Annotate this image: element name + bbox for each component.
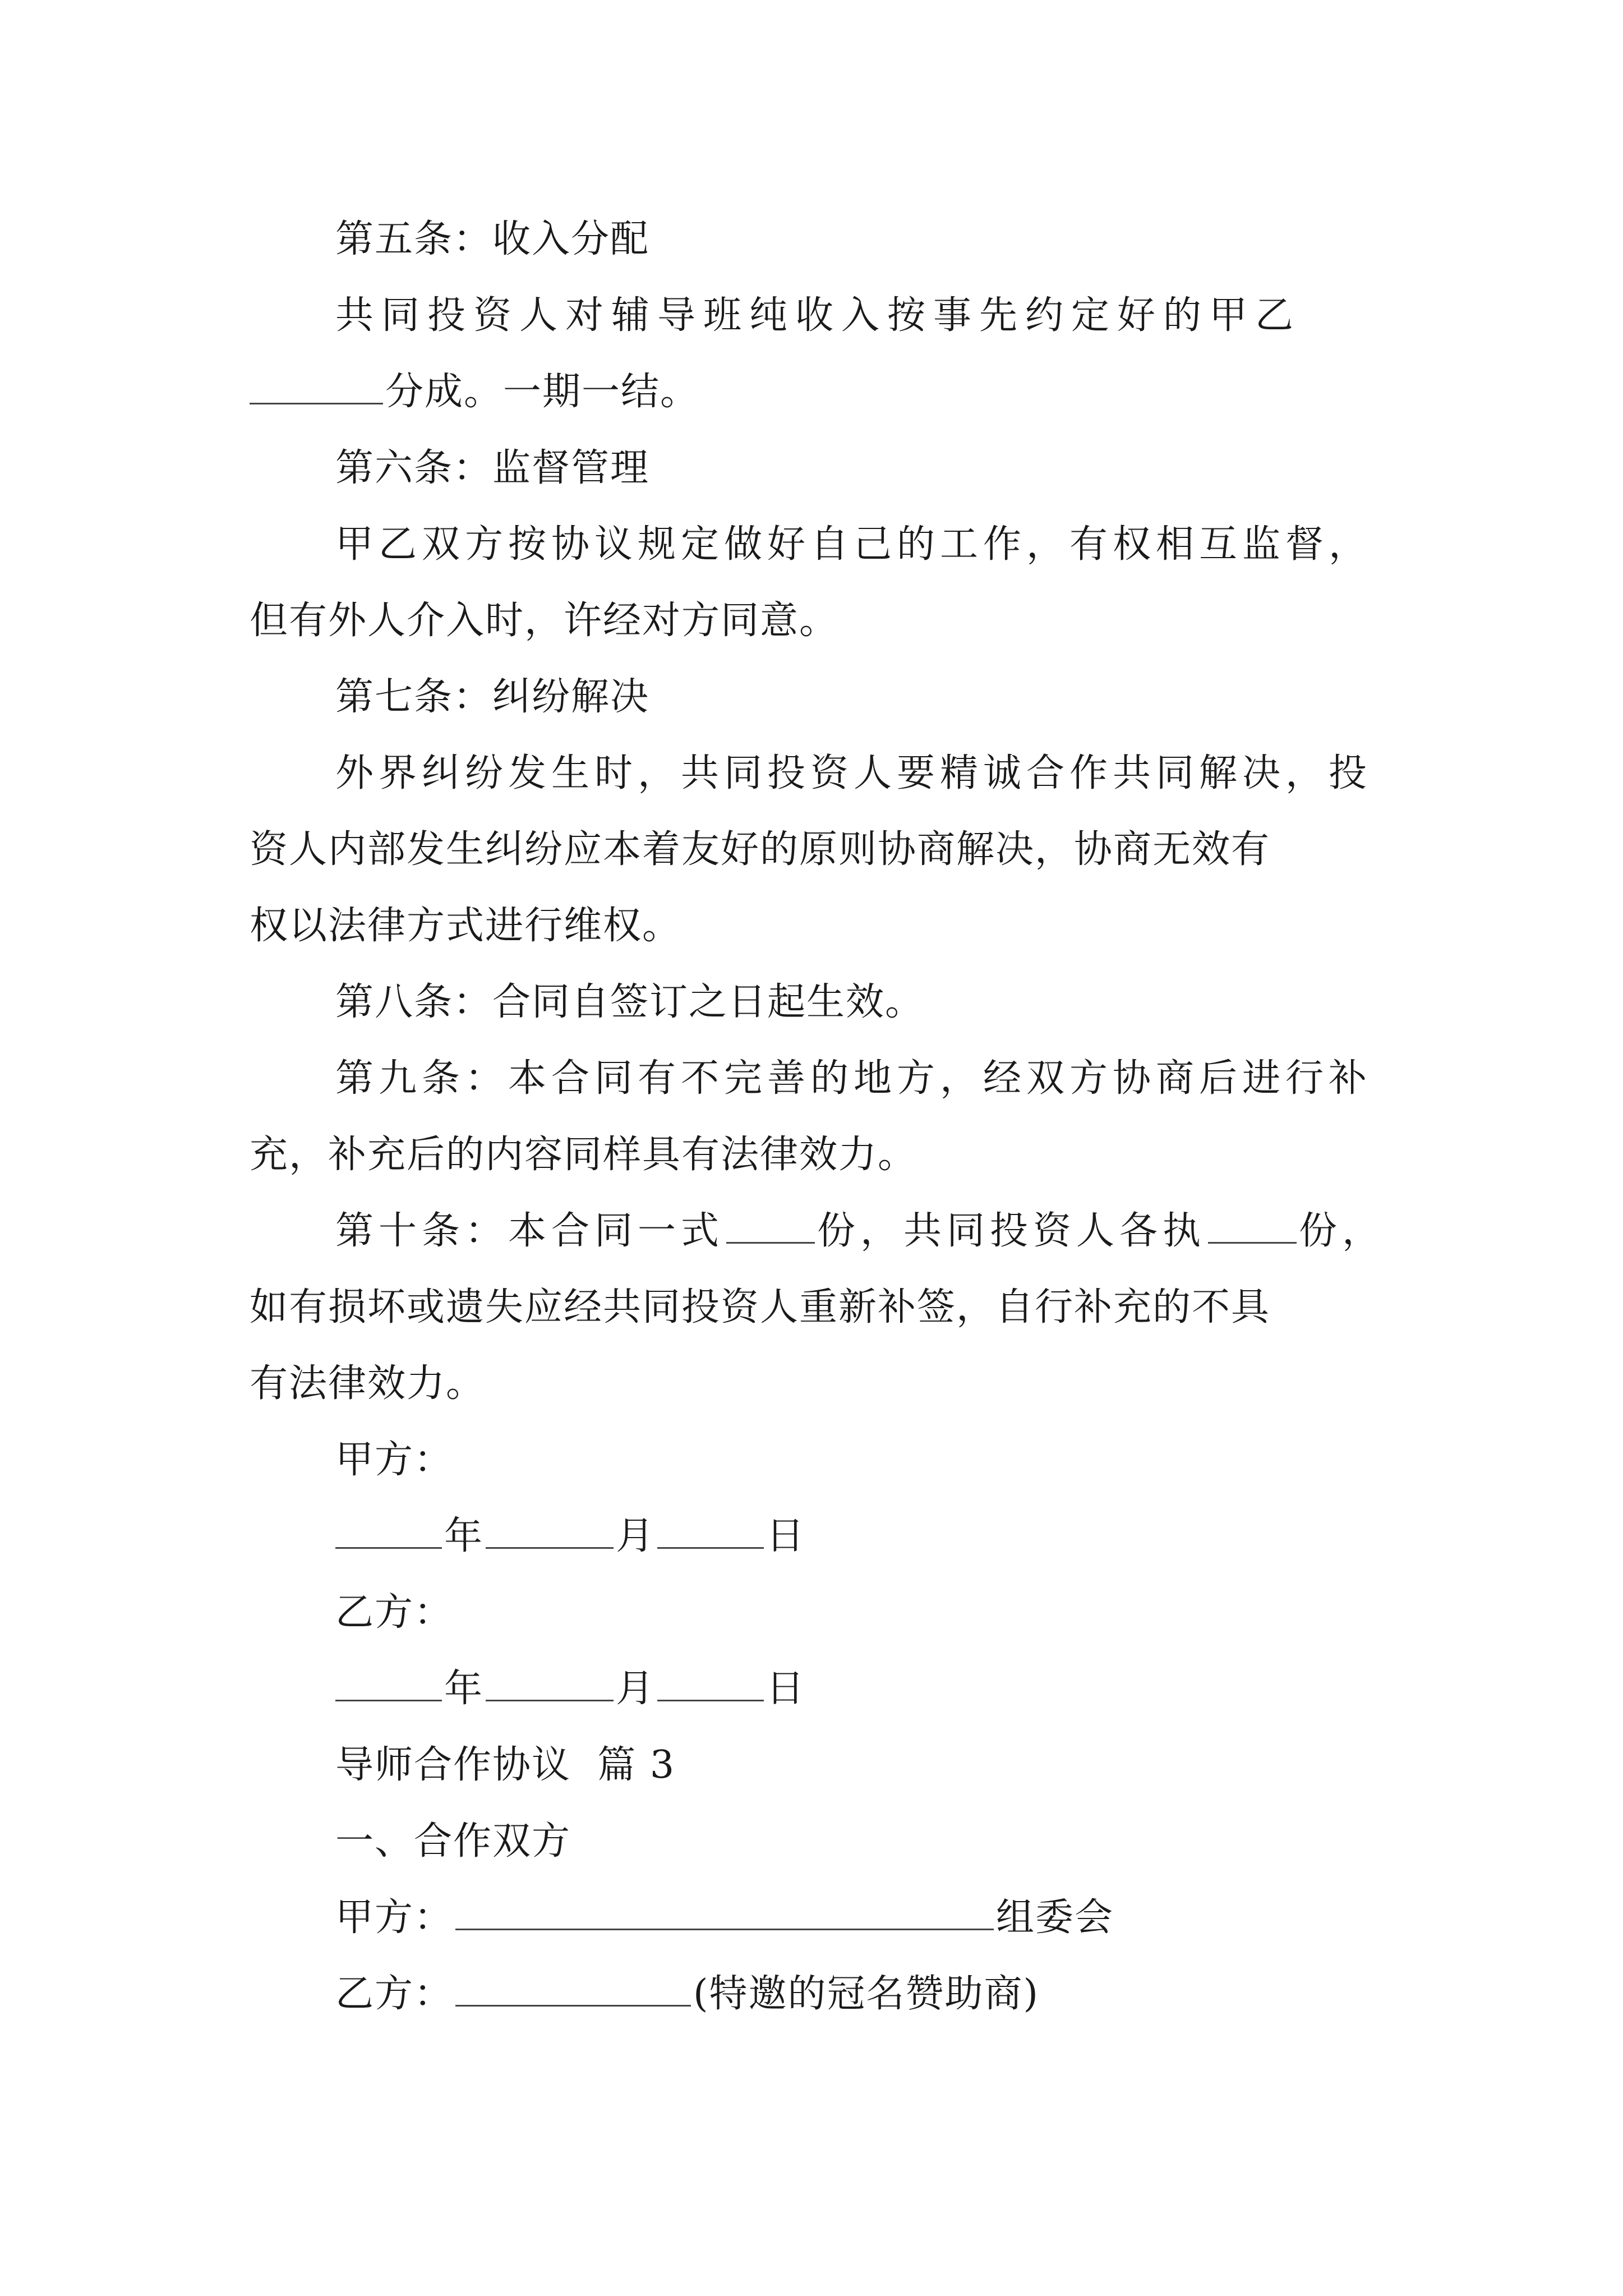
- article-10-text-a: 第十条：本合同一式: [335, 1209, 725, 1253]
- month-blank: [486, 1512, 614, 1549]
- article-5-paragraph-line-2: [250, 367, 699, 417]
- section-3-title: 导师合作协议 篇 3: [335, 1743, 676, 1787]
- article-5-heading: 第五条：收入分配: [335, 217, 650, 261]
- section-3-party-a: [335, 1893, 1114, 1943]
- day-label: 日: [766, 1514, 806, 1558]
- month-blank: [486, 1665, 614, 1701]
- year-label: 年: [444, 1514, 484, 1558]
- article-9-line-2: 充，补充后的内容同样具有法律效力。: [250, 1133, 917, 1177]
- section-3-party-b: [335, 1969, 1039, 2019]
- copies-each-blank: [1208, 1207, 1297, 1244]
- party-a-label: 甲方：: [335, 1895, 454, 1940]
- article-5-text: 分成。一期一结。: [385, 370, 700, 414]
- year-blank: [335, 1665, 442, 1701]
- party-b-label: 乙方：: [335, 1590, 454, 1635]
- article-5-paragraph-line-1: 共同投资人对辅导班纯收入按事先约定好的甲乙: [335, 293, 1302, 338]
- article-6-paragraph-line-2: 但有外人介入时，许经对方同意。: [250, 599, 839, 643]
- party-a-name-blank: [455, 1894, 994, 1930]
- party-b-date-line: [335, 1664, 805, 1714]
- party-b-label: 乙方：: [335, 1972, 454, 2016]
- year-blank: [335, 1512, 442, 1549]
- ratio-blank: [250, 368, 383, 404]
- article-7-paragraph-line-2: 资人内部发生纠纷应本着友好的原则协商解决，协商无效有: [250, 827, 1271, 872]
- article-7-heading: 第七条：纠纷解决: [335, 675, 650, 719]
- article-10-line-3: 有法律效力。: [250, 1361, 486, 1406]
- month-label: 月: [616, 1514, 656, 1558]
- day-blank: [657, 1665, 764, 1701]
- article-7-paragraph-line-3: 权以法律方式进行维权。: [250, 904, 682, 948]
- year-label: 年: [444, 1667, 484, 1711]
- day-label: 日: [766, 1667, 806, 1711]
- article-8: 第八条：合同自签订之日起生效。: [335, 980, 925, 1024]
- party-b-name-blank: [455, 1970, 691, 2007]
- article-6-heading: 第六条：监督管理: [335, 446, 650, 490]
- party-a-date-line: [335, 1511, 805, 1562]
- month-label: 月: [616, 1667, 656, 1711]
- article-6-paragraph-line-1: 甲乙双方按协议规定做好自己的工作，有权相互监督，: [335, 522, 1372, 567]
- copies-blank: [726, 1207, 815, 1244]
- article-10-line-1: [335, 1206, 1385, 1257]
- party-b-suffix: (特邀的冠名赞助商): [693, 1972, 1040, 2016]
- section-3-item-1: 一、合作双方: [335, 1819, 571, 1864]
- party-a-label: 甲方：: [335, 1438, 454, 1482]
- party-a-suffix: 组委会: [996, 1895, 1114, 1940]
- article-10-line-2: 如有损坏或遗失应经共同投资人重新补签，自行补充的不具: [250, 1285, 1271, 1329]
- day-blank: [657, 1512, 764, 1549]
- article-9-line-1: 第九条：本合同有不完善的地方，经双方协商后进行补: [335, 1056, 1372, 1101]
- article-10-text-c: 份，: [1299, 1209, 1386, 1253]
- article-10-text-b: 份，共同投资人各执: [817, 1209, 1206, 1253]
- article-7-paragraph-line-1: 外界纠纷发生时，共同投资人要精诚合作共同解决，投: [335, 751, 1372, 795]
